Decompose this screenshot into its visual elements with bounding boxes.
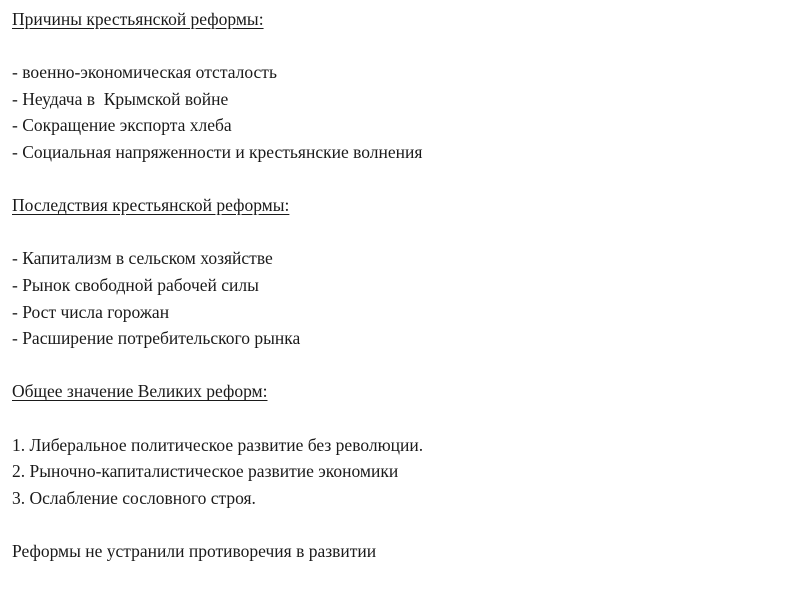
significance-item: 3. Ослабление сословного строя. xyxy=(12,487,256,508)
causes-item: - военно-экономическая отсталость xyxy=(12,62,277,83)
causes-heading: Причины крестьянской реформы: xyxy=(12,9,264,29)
spacer xyxy=(12,166,792,193)
consequences-item: - Рост числа горожан xyxy=(12,301,170,322)
spacer xyxy=(12,352,792,379)
consequences-item: - Капитализм в сельском хозяйстве xyxy=(12,248,273,269)
spacer xyxy=(12,219,792,246)
spacer xyxy=(12,405,792,432)
causes-item: - Социальная напряженности и крестьянские волнения xyxy=(12,141,423,162)
significance-item: 1. Либеральное политическое развитие без революции. xyxy=(12,434,424,455)
spacer xyxy=(12,33,792,60)
consequences-item: - Расширение потребительского рынка xyxy=(12,328,301,349)
significance-item: 2. Рыночно-капиталистическое развитие экономики xyxy=(12,461,399,482)
spacer xyxy=(12,511,792,538)
significance-heading: Общее значение Великих реформ: xyxy=(12,381,268,402)
causes-item: - Неудача в Крымской войне xyxy=(12,88,229,109)
conclusion-text: Реформы не устранили противоречия в развитии xyxy=(12,540,377,561)
consequences-heading: Последствия крестьянской реформы: xyxy=(12,195,290,216)
slide-text-body xyxy=(12,6,792,564)
consequences-item: - Рынок свободной рабочей силы xyxy=(12,274,259,295)
causes-item: - Сокращение экспорта хлеба xyxy=(12,115,232,136)
